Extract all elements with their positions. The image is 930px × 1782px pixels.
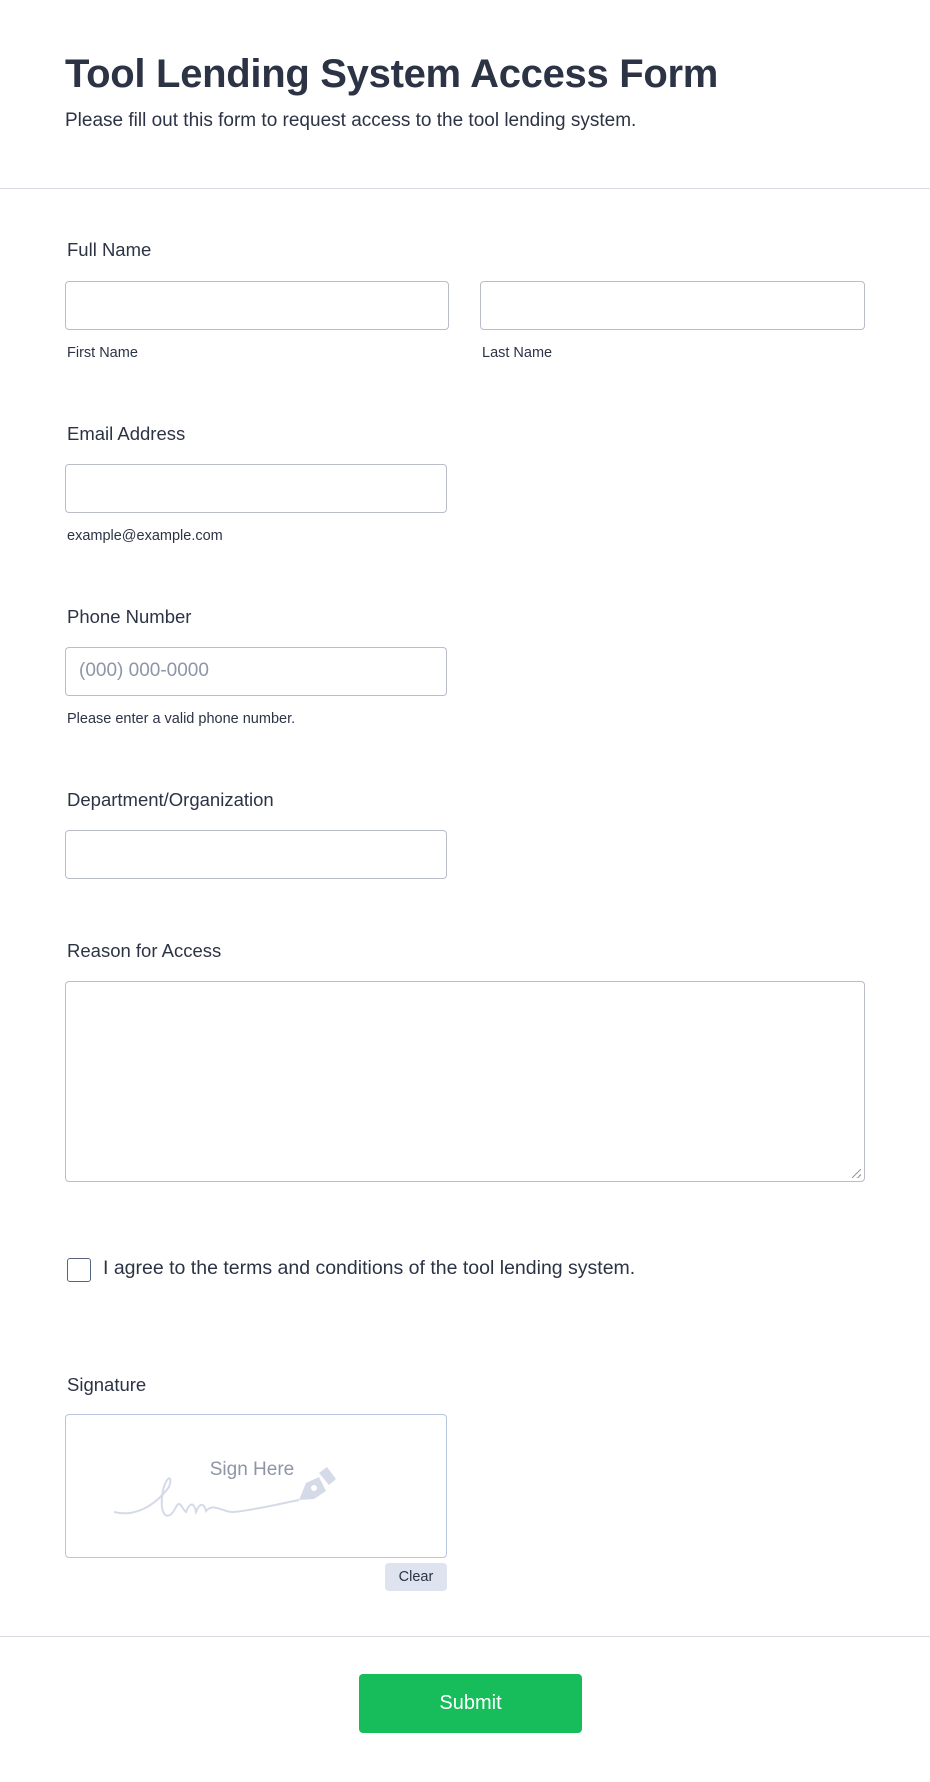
first-name-input[interactable]: [65, 281, 449, 330]
page-subtitle: Please fill out this form to request access to the tool lending system.: [65, 110, 637, 131]
phone-sublabel: Please enter a valid phone number.: [67, 711, 296, 727]
signature-pen-icon: [114, 1467, 404, 1527]
footer-divider: [0, 1636, 930, 1637]
page-title: Tool Lending System Access Form: [65, 52, 719, 96]
resize-handle-icon[interactable]: [852, 1169, 861, 1178]
last-name-input[interactable]: [480, 281, 865, 330]
phone-placeholder: (000) 000-0000: [79, 660, 209, 681]
phone-input[interactable]: [65, 647, 447, 696]
header-divider: [0, 188, 930, 189]
signature-label: Signature: [67, 1374, 147, 1395]
reason-textarea[interactable]: [65, 981, 865, 1182]
phone-label: Phone Number: [67, 606, 192, 627]
email-label: Email Address: [67, 423, 186, 444]
department-label: Department/Organization: [67, 789, 274, 810]
terms-label[interactable]: I agree to the terms and conditions of the tool lending system.: [103, 1257, 636, 1279]
first-name-sublabel: First Name: [67, 345, 138, 361]
department-input[interactable]: [65, 830, 447, 879]
reason-label: Reason for Access: [67, 940, 222, 961]
email-input[interactable]: [65, 464, 447, 513]
email-sublabel: example@example.com: [67, 528, 223, 544]
submit-button[interactable]: Submit: [359, 1674, 582, 1733]
sign-here-placeholder: Sign Here: [209, 1459, 295, 1480]
clear-signature-button[interactable]: Clear: [385, 1563, 447, 1591]
terms-checkbox[interactable]: [67, 1258, 91, 1282]
last-name-sublabel: Last Name: [482, 345, 553, 361]
signature-pad[interactable]: [65, 1414, 447, 1558]
full-name-label: Full Name: [67, 239, 152, 260]
